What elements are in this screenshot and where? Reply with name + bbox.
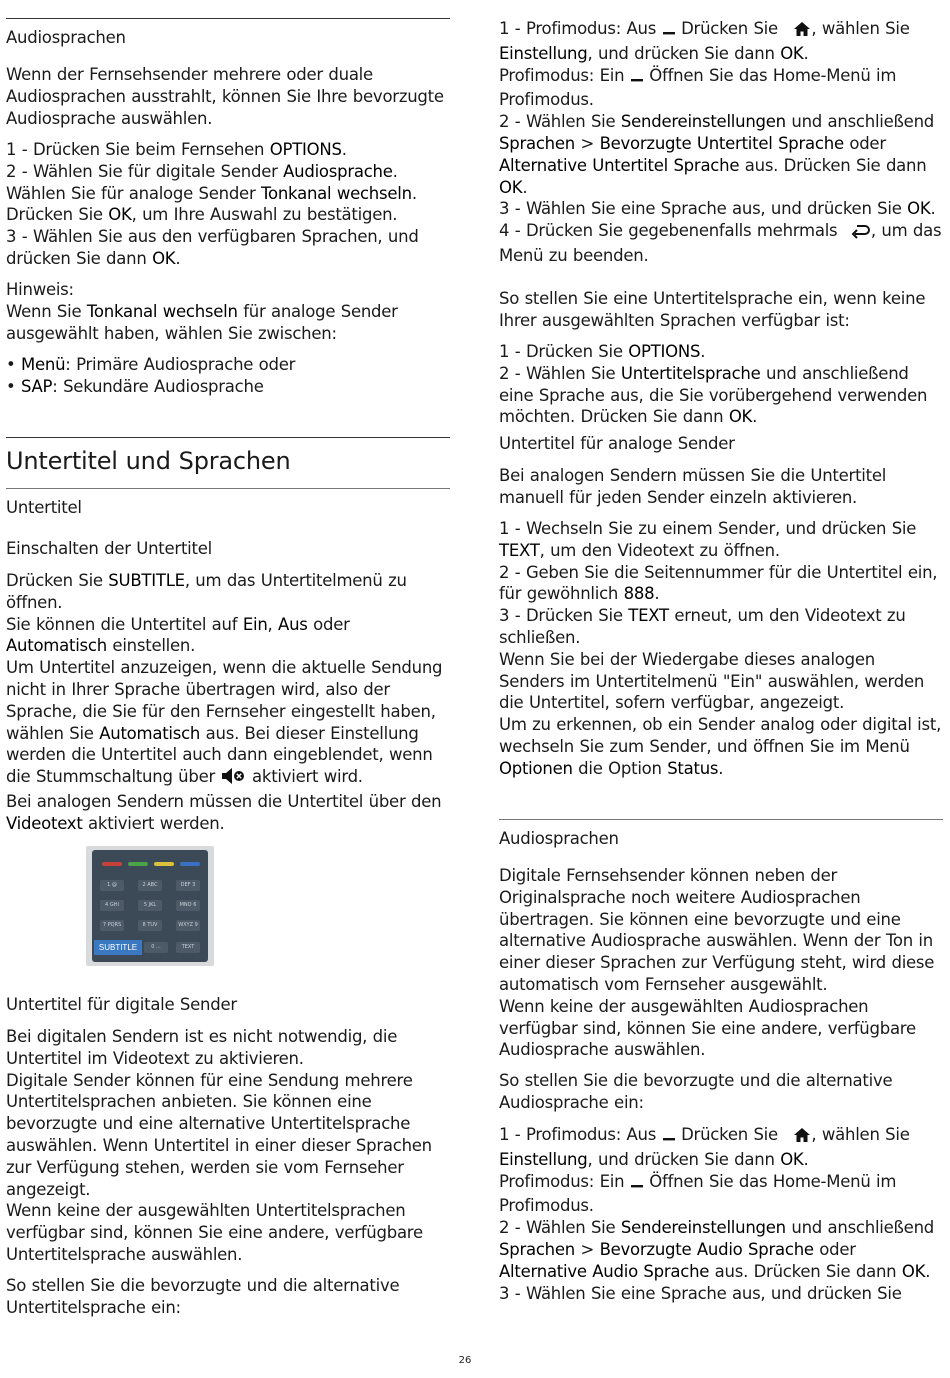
analog-heading: Untertitel für analoge Sender xyxy=(499,434,735,453)
divider xyxy=(6,437,450,438)
remote-key: 1 @ xyxy=(100,880,124,891)
dash-icon xyxy=(662,21,676,43)
enable-body: Drücken Sie SUBTITLE, um das Untertitelmenü zu öffnen. Sie können die Untertitel auf Ein, Aus oder Automatisch einstellen. Um Untertitel anzuzeigen, wenn die aktuelle Sendung nicht in Ihrer Sprache übertragen wird, also der Sprache, die Sie für den Fernseher eingestellt haben, wählen Sie Automatisch aus. Bei dieser Einstellung werden die Untertitel auch dann eingeblendet, wenn die Stummschaltung über aktiviert wird. Bei analogen Sendern müssen die Untertitel über den Videotext aktiviert werden. xyxy=(6,571,443,833)
audio2-instructions: So stellen Sie die bevorzugte und die alternative Audiosprache ein: xyxy=(499,1071,893,1112)
home-icon xyxy=(793,1127,811,1149)
section-title: Untertitel und Sprachen xyxy=(6,447,291,475)
remote-key: DEF 3 xyxy=(176,880,200,891)
digital-instructions: So stellen Sie die bevorzugte und die alternative Untertitelsprache ein: xyxy=(6,1276,400,1317)
remote-key: 5 JKL xyxy=(138,900,162,911)
mute-icon xyxy=(221,767,247,791)
list-item: • SAP: Sekundäre Audiosprache xyxy=(6,376,264,396)
blue-key xyxy=(180,862,200,866)
subtitle-heading: Untertitel xyxy=(6,498,82,517)
remote-key: 4 GHI xyxy=(100,900,124,911)
subtitle-steps: 1 - Profimodus: Aus Drücken Sie , wählen Sie Einstellung, und drücken Sie dann OK. Profimodus: Ein Öffnen Sie das Home-Menü im Profimodus. 2 - Wählen Sie Sendereinstellungen und anschließend Sprachen > Bevorzugte Untertitel Sprache oder Alternative Untertitel Sprache aus. Drücken Sie dann OK. 3 - Wählen Sie eine Sprache aus, und drücken Sie OK. 4 - Drücken Sie gegebenenfalls mehrmals , um das Menü zu beenden. xyxy=(499,19,942,265)
hint-label: Hinweis: xyxy=(6,280,74,299)
remote-control-image xyxy=(86,846,214,966)
fallback-steps: 1 - Drücken Sie OPTIONS. 2 - Wählen Sie Untertitelsprache und anschließend eine Sprache aus, die Sie vorübergehend verwenden möchten. Drücken Sie dann OK. xyxy=(499,342,928,427)
bullet-list xyxy=(6,354,450,398)
dash-icon xyxy=(630,1174,644,1196)
digital-heading: Untertitel für digitale Sender xyxy=(6,995,237,1014)
remote-key: TEXT xyxy=(176,942,200,953)
audio-heading: Audiosprachen xyxy=(6,28,126,47)
audio2-heading: Audiosprachen xyxy=(499,829,619,848)
list-item: • Menü: Primäre Audiosprache oder xyxy=(6,355,296,374)
back-icon xyxy=(851,223,871,245)
hint-block: Hinweis: Wenn Sie Tonkanal wechseln für analoge Sender ausgewählt haben, wählen Sie zwischen: xyxy=(6,279,450,344)
audio2-body: Digitale Fernsehsender können neben der Originalsprache noch weitere Audiosprachen übertragen. Sie können eine bevorzugte und eine alternative Audiosprache auswählen. Wenn der Ton in einer dieser Sprachen zur Verfügung steht, wird diese automatisch vom Fernseher ausgewählt. Wenn keine der ausgewählten Audiosprachen verfügbar sind, können Sie eine andere, verfügbare Audiosprache auswählen. xyxy=(499,866,935,1060)
yellow-key xyxy=(154,862,174,866)
analog-intro: Bei analogen Sendern müssen Sie die Untertitel manuell für jeden Sender einzeln aktivieren. xyxy=(499,466,887,507)
divider xyxy=(499,819,943,820)
home-icon xyxy=(793,21,811,43)
remote-key: 0 ... xyxy=(144,942,168,953)
analog-steps: 1 - Wechseln Sie zu einem Sender, und drücken Sie TEXT, um den Videotext zu öffnen. 2 - Geben Sie die Seitennummer für die Untertitel ein, für gewöhnlich 888. 3 - Drücken Sie TEXT erneut, um den Videotext zu schließen. Wenn Sie bei der Wiedergabe dieses analogen Senders im Untertitelmenü "Ein" auswählen, werden die Untertitel, sofern verfügbar, angezeigt. Um zu erkennen, ob ein Sender analog oder digital ist, wechseln Sie zum Sender, und öffnen Sie im Menü Optionen die Option Status. xyxy=(499,519,942,778)
fallback-intro: So stellen Sie eine Untertitelsprache ein, wenn keine Ihrer ausgewählten Sprachen verfügbar ist: xyxy=(499,289,926,330)
dash-icon xyxy=(630,68,644,90)
audio-steps: 1 - Drücken Sie beim Fernsehen OPTIONS. 2 - Wählen Sie für digitale Sender Audiosprache. Wählen Sie für analoge Sender Tonkanal wechseln. Drücken Sie OK, um Ihre Auswahl zu bestätigen. 3 - Wählen Sie aus den verfügbaren Sprachen, und drücken Sie dann OK. xyxy=(6,140,419,268)
page-number: 26 xyxy=(458,1355,472,1366)
remote-key: WXYZ 9 xyxy=(176,920,200,931)
remote-key: 7 PQRS xyxy=(100,920,124,931)
audio-intro: Wenn der Fernsehsender mehrere oder duale Audiosprachen ausstrahlt, können Sie Ihre bevorzugte Audiosprache auswählen. xyxy=(6,65,444,128)
remote-key: 2 ABC xyxy=(138,880,162,891)
audio2-steps: 1 - Profimodus: Aus Drücken Sie , wählen Sie Einstellung, und drücken Sie dann OK. Profimodus: Ein Öffnen Sie das Home-Menü im Profimodus. 2 - Wählen Sie Sendereinstellungen und anschließend Sprachen > Bevorzugte Audio Sprache oder Alternative Audio Sprache aus. Drücken Sie dann OK. 3 - Wählen Sie eine Sprache aus, und drücken Sie xyxy=(499,1125,935,1303)
subtitle-key: SUBTITLE xyxy=(94,940,142,955)
remote-key: MNO 6 xyxy=(176,900,200,911)
divider xyxy=(6,18,450,19)
green-key xyxy=(128,862,148,866)
dash-icon xyxy=(662,1127,676,1149)
divider xyxy=(6,488,450,489)
remote-key: 8 TUV xyxy=(138,920,162,931)
enable-heading: Einschalten der Untertitel xyxy=(6,539,212,558)
red-key xyxy=(102,862,122,866)
digital-body: Bei digitalen Sendern ist es nicht notwendig, die Untertitel im Videotext zu aktivieren. Digitale Sender können für eine Sendung mehrere Untertitelsprachen anbieten. Sie können eine bevorzugte und eine alternative Untertitelsprache auswählen. Wenn Untertitel in einer dieser Sprachen zur Verfügung stehen, werden sie vom Fernseher angezeigt. Wenn keine der ausgewählten Untertitelsprachen verfügbar sind, können Sie eine andere, verfügbare Untertitelsprache auswählen. xyxy=(6,1027,432,1264)
